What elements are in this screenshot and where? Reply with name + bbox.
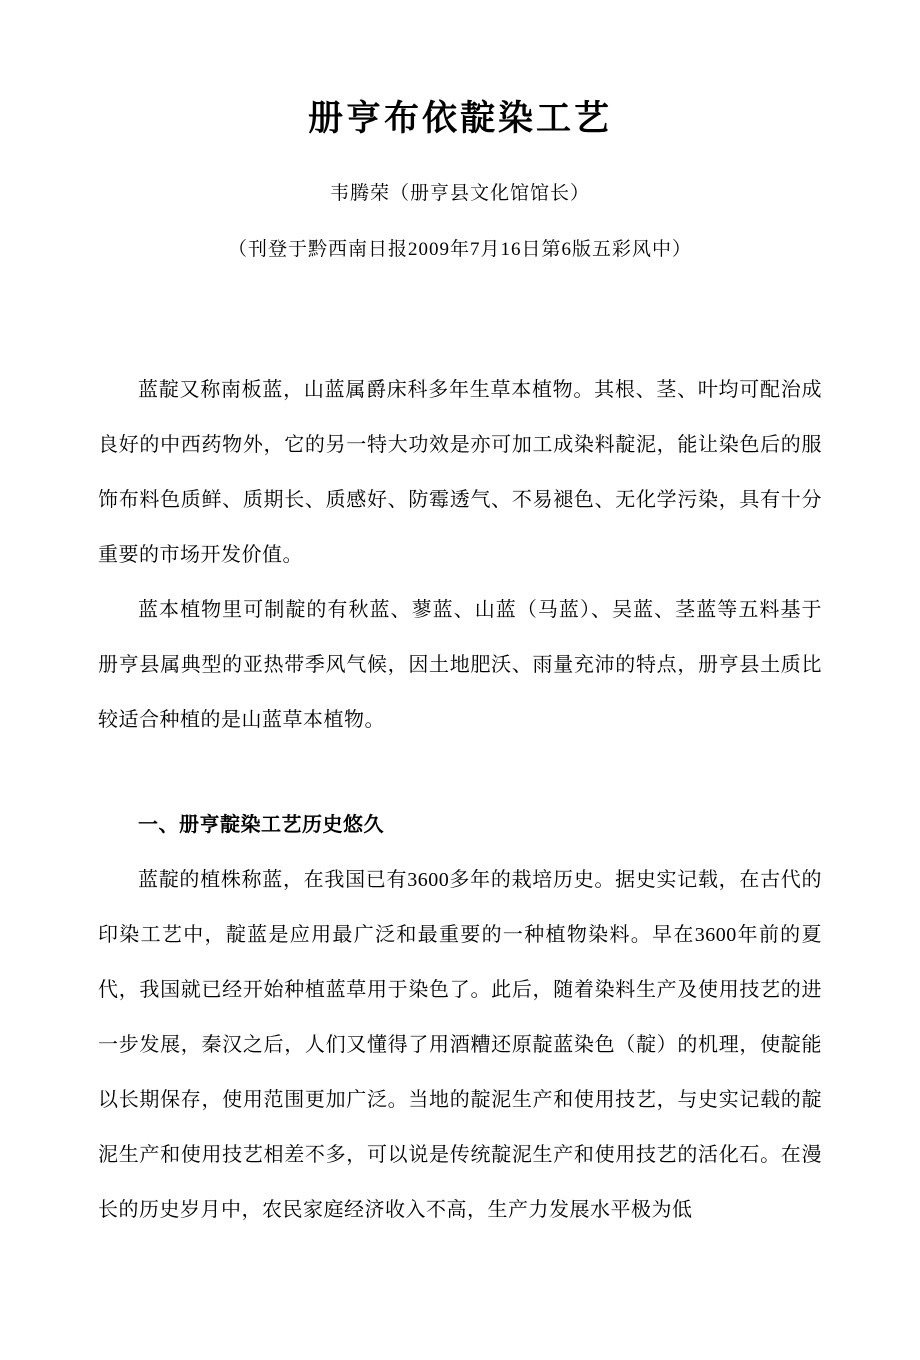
paragraph-1: 蓝靛又称南板蓝，山蓝属爵床科多年生草本植物。其根、茎、叶均可配治成良好的中西药物外，它的另一特大功效是亦可加工成染料靛泥，能让染色后的服饰布料色质鲜、质期长、质感好、防霉透气、不易褪色、无化学污染，具有十分重要的市场开发价值。 bbox=[98, 379, 822, 566]
document-title: 册亨布依靛染工艺 bbox=[307, 99, 612, 138]
paragraph-3: 蓝靛的植株称蓝，在我国已有3600多年的栽培历史。据史实记载，在古代的印染工艺中，靛蓝是应用最广泛和最重要的一种植物染料。早在3600年前的夏代，我国就已经开始种植蓝草用于染色了。此后，随着染料生产及使用技艺的进一步发展，秦汉之后，人们又懂得了用酒糟还原靛蓝染色（靛）的机理，使靛能以长期保存，使用范围更加广泛。当地的靛泥生产和使用技艺，与史实记载的靛泥生产和使用技艺相差不多，可以说是传统靛泥生产和使用技艺的活化石。在漫长的历史岁月中，农民家庭经济收入不高，生产力发展水平极为低 bbox=[98, 869, 822, 1221]
publication-note: （刊登于黔西南日报2009年7月16日第6版五彩风中） bbox=[227, 239, 692, 260]
paragraph-2: 蓝本植物里可制靛的有秋蓝、蓼蓝、山蓝（马蓝）、吴蓝、茎蓝等五料基于册亨县属典型的亚热带季风气候，因土地肥沃、雨量充沛的特点，册亨县土质比较适合种植的是山蓝草本植物。 bbox=[98, 599, 822, 731]
section-heading-1: 一、册亨靛染工艺历史悠久 bbox=[138, 814, 384, 836]
byline: 韦腾荣（册亨县文化馆馆长） bbox=[329, 183, 590, 204]
document-body bbox=[98, 363, 822, 1238]
